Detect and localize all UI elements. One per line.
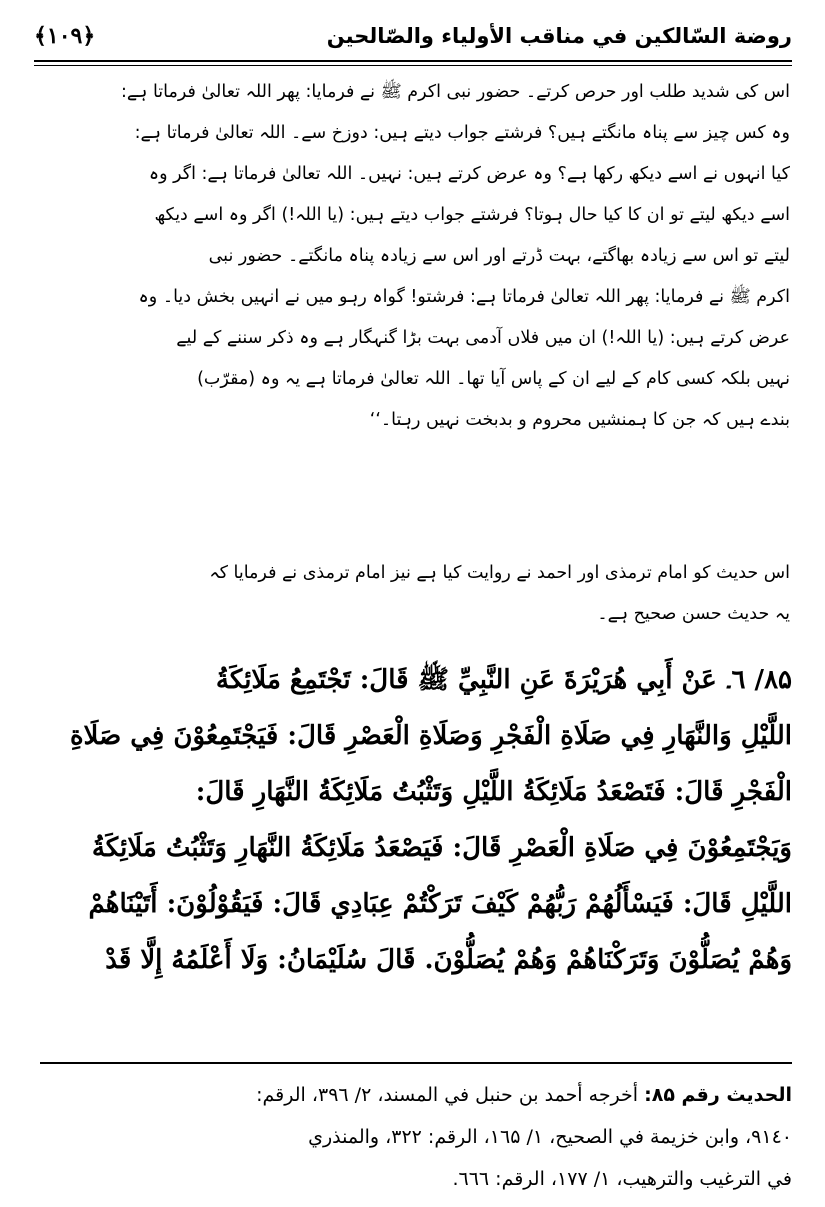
arabic-line: ۸۵/ ٦۔ عَنْ أَبِي هُرَيْرَةَ عَنِ النَّبِيِّ ﷺ قَالَ: تَجْتَمِعُ مَلَائِكَةُ <box>215 665 792 695</box>
arabic-line: اللَّيْلِ وَالنَّهَارِ فِي صَلَاةِ الْفَجْرِ وَصَلَاةِ الْعَصْرِ قَالَ: فَيَجْتَمِعُوْنَ فِي صَلَاةِ <box>69 721 792 751</box>
urdu-translation-paragraph <box>36 72 790 441</box>
footnote-text: أخرجه أحمد بن حنبل في المسند، ۲/ ۳۹٦، الرقم: <box>256 1084 645 1106</box>
footnote-line <box>34 1074 792 1116</box>
header-rule-thin <box>34 65 792 66</box>
urdu-line: اس حدیث کو امام ترمذی اور احمد نے روایت کیا ہے نیز امام ترمذی نے فرمایا کہ <box>209 563 790 583</box>
arabic-hadith-text <box>34 652 792 988</box>
header-rule-thick <box>34 60 792 62</box>
urdu-line: کیا انہوں نے اسے دیکھ رکھا ہے؟ وہ عرض کرتے ہیں: نہیں۔ اللہ تعالیٰ فرماتا ہے: اگر وہ <box>148 164 790 184</box>
footnote-divider <box>40 1062 792 1064</box>
footnote-label: الحديث رقم ۸۵: <box>644 1084 792 1106</box>
page-number: ﴿۱۰۹﴾ <box>34 23 96 49</box>
urdu-line: یہ حدیث حسن صحیح ہے۔ <box>597 604 790 624</box>
urdu-line: بندے ہیں کہ جن کا ہمنشیں محروم و بدبخت نہیں رہتا۔‘‘ <box>369 410 790 430</box>
urdu-line: عرض کرتے ہیں: (یا اللہ!) ان میں فلاں آدمی بہت بڑا گنہگار ہے وہ ذکر سننے کے لیے <box>176 328 790 348</box>
urdu-line: نہیں بلکہ کسی کام کے لیے ان کے پاس آیا تھا۔ اللہ تعالیٰ فرماتا ہے یہ وہ (مقرّب) <box>197 369 790 389</box>
urdu-line: اس کی شدید طلب اور حرص کرتے۔ حضور نبی اکرم ﷺ نے فرمایا: پھر اللہ تعالیٰ فرماتا ہے: <box>120 82 790 102</box>
running-title: روضة السّالكين في مناقب الأولياء والصّالحين <box>326 24 792 48</box>
arabic-line: وَيَجْتَمِعُوْنَ فِي صَلَاةِ الْعَصْرِ قَالَ: فَيَصْعَدُ مَلَائِكَةُ النَّهَارِ وَتَثْبُتُ مَلَائِكَةُ <box>91 833 792 863</box>
arabic-line: الْفَجْرِ قَالَ: فَتَصْعَدُ مَلَائِكَةُ اللَّيْلِ وَتَثْبُتُ مَلَائِكَةُ النَّهَارِ قَالَ: <box>195 777 792 807</box>
arabic-line: اللَّيْلِ قَالَ: فَيَسْأَلُهُمْ رَبُّهُمْ كَيْفَ تَرَكْتُمْ عِبَادِي قَالَ: فَيَقُوْلُوْنَ: أَتَيْنَاهُمْ <box>88 889 792 919</box>
urdu-line: لیتے تو اس سے زیادہ بھاگتے، بہت ڈرتے اور اس سے زیادہ پناہ مانگتے۔ حضور نبی <box>208 246 790 266</box>
urdu-line: وہ کس چیز سے پناہ مانگتے ہیں؟ فرشتے جواب دیتے ہیں: دوزخ سے۔ اللہ تعالیٰ فرماتا ہے: <box>134 123 790 143</box>
footnote-line: ۹۱٤۰، وابن خزيمة في الصحيح، ۱/ ۱٦۵، الرقم: ۳۲۲، والمنذري <box>308 1126 792 1148</box>
running-header <box>34 16 792 56</box>
footnote-line: في الترغيب والترهيب، ۱/ ۱۷۷، الرقم: ٦٦٦. <box>452 1168 792 1190</box>
urdu-source-note <box>36 553 790 635</box>
urdu-line: اکرم ﷺ نے فرمایا: پھر اللہ تعالیٰ فرماتا ہے: فرشتو! گواہ رہو میں نے انہیں بخش دیا۔ وہ <box>138 287 790 307</box>
urdu-line: اسے دیکھ لیتے تو ان کا کیا حال ہوتا؟ فرشتے جواب دیتے ہیں: (یا اللہ!) اگر وہ اسے دیکھ <box>154 205 790 225</box>
arabic-line: وَهُمْ يُصَلُّوْنَ وَتَرَكْنَاهُمْ وَهُمْ يُصَلُّوْنَ. قَالَ سُلَيْمَانُ: وَلَا أَعْلَمُهُ إِلَّا قَدْ <box>105 945 792 975</box>
footnote <box>34 1074 792 1200</box>
